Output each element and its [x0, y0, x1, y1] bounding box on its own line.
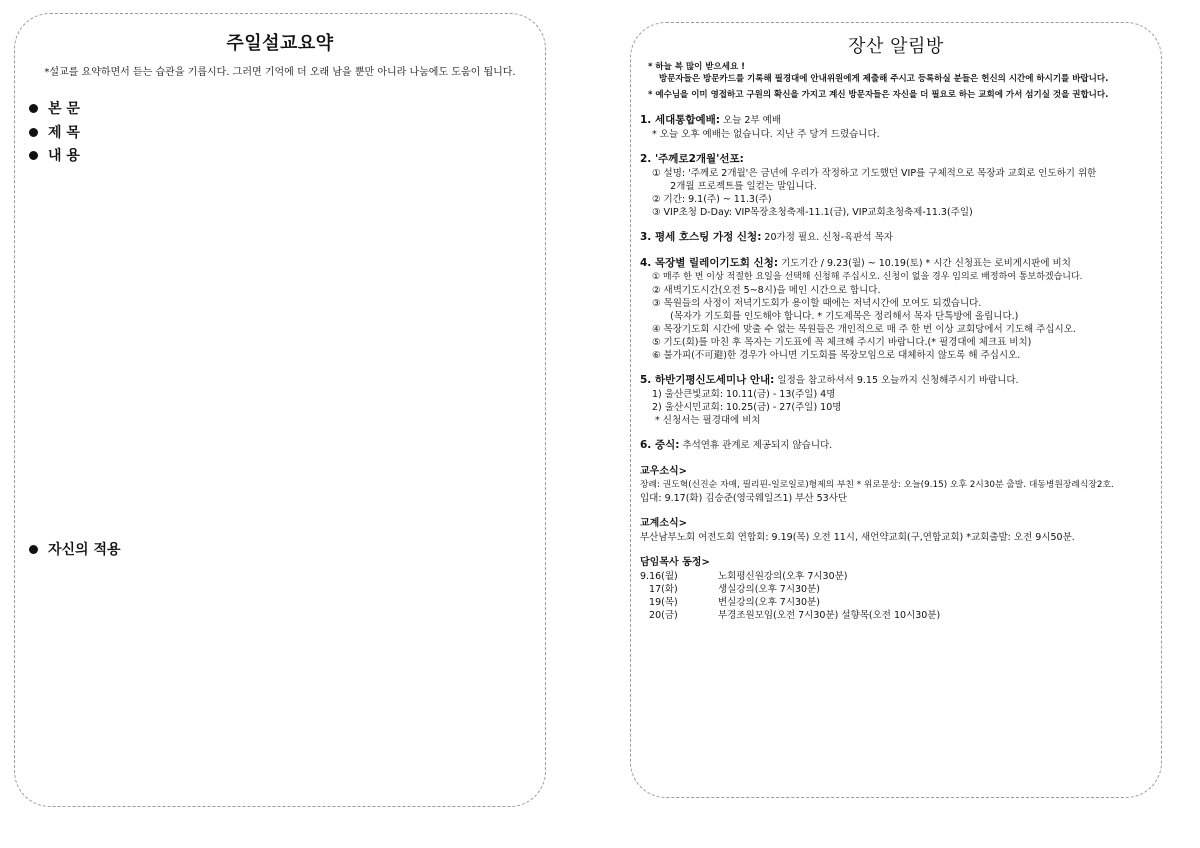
- schedule-date: 9.16(월): [640, 570, 678, 582]
- group-heading: 담임목사 동정>: [640, 556, 710, 568]
- sermon-summary-title: 주일설교요약: [226, 33, 334, 54]
- announcement-section-1: [640, 113, 1143, 141]
- bullet-scripture: [29, 98, 80, 118]
- news-line: 입대: 9.17(화) 김승준(영국웨일즈1) 부산 53사단: [640, 492, 848, 504]
- bullet-dot: [29, 104, 38, 113]
- notice-line: 방문자들은 방문카드를 기록해 필경대에 안내위원에게 제출해 주시고 등록하실 분들은 헌신의 시간에 하시기를 바랍니다.: [659, 73, 1109, 84]
- section-heading: 2. '주께로2개월'선포:: [640, 152, 744, 165]
- announcement-section-3: [640, 230, 1143, 245]
- news-line: 부산남부노회 여전도회 연합회: 9.19(목) 오전 11시, 새언약교회(구,연합교회) *교회출발: 오전 9시50분.: [640, 531, 1075, 543]
- section-item: ② 기간: 9.1(주) ~ 11.3(주): [652, 193, 772, 205]
- notice-line: * 예수님을 이미 영접하고 구원의 확신을 가지고 계신 방문자들은 자신을 더 필요로 하는 교회에 가서 섬기실 것을 권합니다.: [648, 90, 1109, 100]
- visitor-notice: [640, 62, 1143, 102]
- section-item: (목자가 기도회를 인도해야 합니다. * 기도제목은 정리해서 목자 단톡방에 올립니다.): [652, 310, 1019, 322]
- announcements-title: 장산 알림방: [848, 36, 944, 57]
- bullet-content: [29, 145, 80, 165]
- section-item: ② 새벽기도시간(오전 5~8시)을 메인 시간으로 합니다.: [652, 284, 881, 296]
- sermon-summary-panel: [14, 13, 546, 807]
- pastor-schedule: [640, 556, 1143, 622]
- section-item: ③ VIP초청 D-Day: VIP목장초청축제-11.1(금), VIP교회초청축제-11.3(주일): [652, 206, 973, 218]
- schedule-row: [640, 596, 1143, 609]
- bullet-dot: [29, 151, 38, 160]
- bullet-dot: [29, 128, 38, 137]
- section-item: 1) 울산큰빛교회: 10.11(금) - 13(주일) 4명: [652, 388, 836, 400]
- section-item: 2개월 프로젝트를 일컫는 말입니다.: [652, 180, 817, 192]
- announcement-section-4: [640, 256, 1143, 362]
- bullet-title: [29, 122, 80, 142]
- section-heading: 5. 하반기평신도세미나 안내: 일정을 참고하셔서 9.15 오늘까지 신청해주시기 바랍니다.: [640, 373, 1019, 386]
- schedule-event: 변실강의(오후 7시30분): [718, 596, 820, 608]
- bullet-label: 내 용: [48, 148, 80, 164]
- bullet-application: [29, 539, 121, 559]
- member-news: [640, 465, 1143, 505]
- announcement-section-2: [640, 152, 1143, 219]
- section-item: ④ 목장기도회 시간에 맞출 수 없는 목원들은 개인적으로 매 주 한 번 이상 교회당에서 기도해 주십시오.: [652, 323, 1076, 335]
- schedule-date: 17(화): [640, 583, 678, 595]
- announcements-content: [631, 62, 1161, 622]
- bullet-label: 자신의 적용: [48, 542, 121, 558]
- bullet-label: 제 목: [48, 125, 80, 141]
- notice-line: * 하늘 복 많이 받으세요 !: [648, 62, 746, 72]
- church-news: [640, 517, 1143, 544]
- group-heading: 교계소식>: [640, 517, 688, 529]
- section-item: 2) 울산시민교회: 10.25(금) - 27(주일) 10명: [652, 401, 842, 413]
- schedule-row: [640, 609, 1143, 622]
- schedule-row: [640, 570, 1143, 583]
- announcements-panel: [630, 22, 1162, 798]
- section-item: ① 설명: '주께로 2개월'은 금년에 우리가 작정하고 기도했던 VIP를 구체적으로 목장과 교회로 인도하기 위한: [652, 167, 1097, 179]
- section-heading: 4. 목장별 릴레이기도회 신청: 기도기간 / 9.23(월) ~ 10.19(토) * 시간 신청표는 로비게시판에 비치: [640, 256, 1071, 269]
- schedule-date: 20(금): [640, 609, 678, 621]
- bullet-label: 본 문: [48, 101, 80, 117]
- section-item: ③ 목원들의 사정이 저녁기도회가 용이할 때에는 저녁시간에 모여도 되겠습니다.: [652, 297, 982, 309]
- bullet-dot: [29, 545, 38, 554]
- sermon-summary-instruction: *설교를 요약하면서 듣는 습관을 기릅시다. 그러면 기억에 더 오래 남을 뿐만 아니라 나눔에도 도움이 됩니다.: [44, 67, 516, 78]
- schedule-event: 노회평신원강의(오후 7시30분): [718, 570, 848, 582]
- section-item: ⑤ 기도(회)를 마친 후 목자는 기도표에 꼭 체크해 주시기 바랍니다.(* 필경대에 체크표 비치): [652, 336, 1032, 348]
- section-item: * 신청서는 필경대에 비치: [652, 414, 761, 426]
- section-heading: 1. 세대통합예배: 오늘 2부 예배: [640, 113, 782, 126]
- section-item: ⑥ 불가피(不可避)한 경우가 아니면 기도회를 목장모임으로 대체하지 않도록 해 주십시오.: [652, 349, 1021, 361]
- section-heading: 3. 평세 호스팅 가정 신청: 20가정 필요. 신청-육판석 목자: [640, 230, 893, 243]
- schedule-event: 생실강의(오후 7시30분): [718, 583, 820, 595]
- schedule-date: 19(목): [640, 596, 678, 608]
- group-heading: 교우소식>: [640, 465, 688, 477]
- news-line: 장례: 권도혁(신진순 자매, 필리핀-일로일로)형제의 부친 * 위로문상: 오늘(9.15) 오후 2시30분 출발. 대동병원장례식장2호.: [640, 479, 1114, 490]
- section-heading: 6. 중식: 추석연휴 관계로 제공되지 않습니다.: [640, 438, 833, 451]
- section-item: * 오늘 오후 예배는 없습니다. 지난 주 당겨 드렸습니다.: [652, 128, 880, 140]
- section-item: ① 매주 한 번 이상 적절한 요일을 선택해 신청해 주십시오. 신청이 없을 경우 임의로 배정하여 통보하겠습니다.: [652, 271, 1083, 282]
- announcement-section-6: [640, 438, 1143, 453]
- announcement-section-5: [640, 373, 1143, 427]
- schedule-event: 부경조원모임(오전 7시30분) 설향목(오전 10시30분): [718, 609, 941, 621]
- schedule-row: [640, 583, 1143, 596]
